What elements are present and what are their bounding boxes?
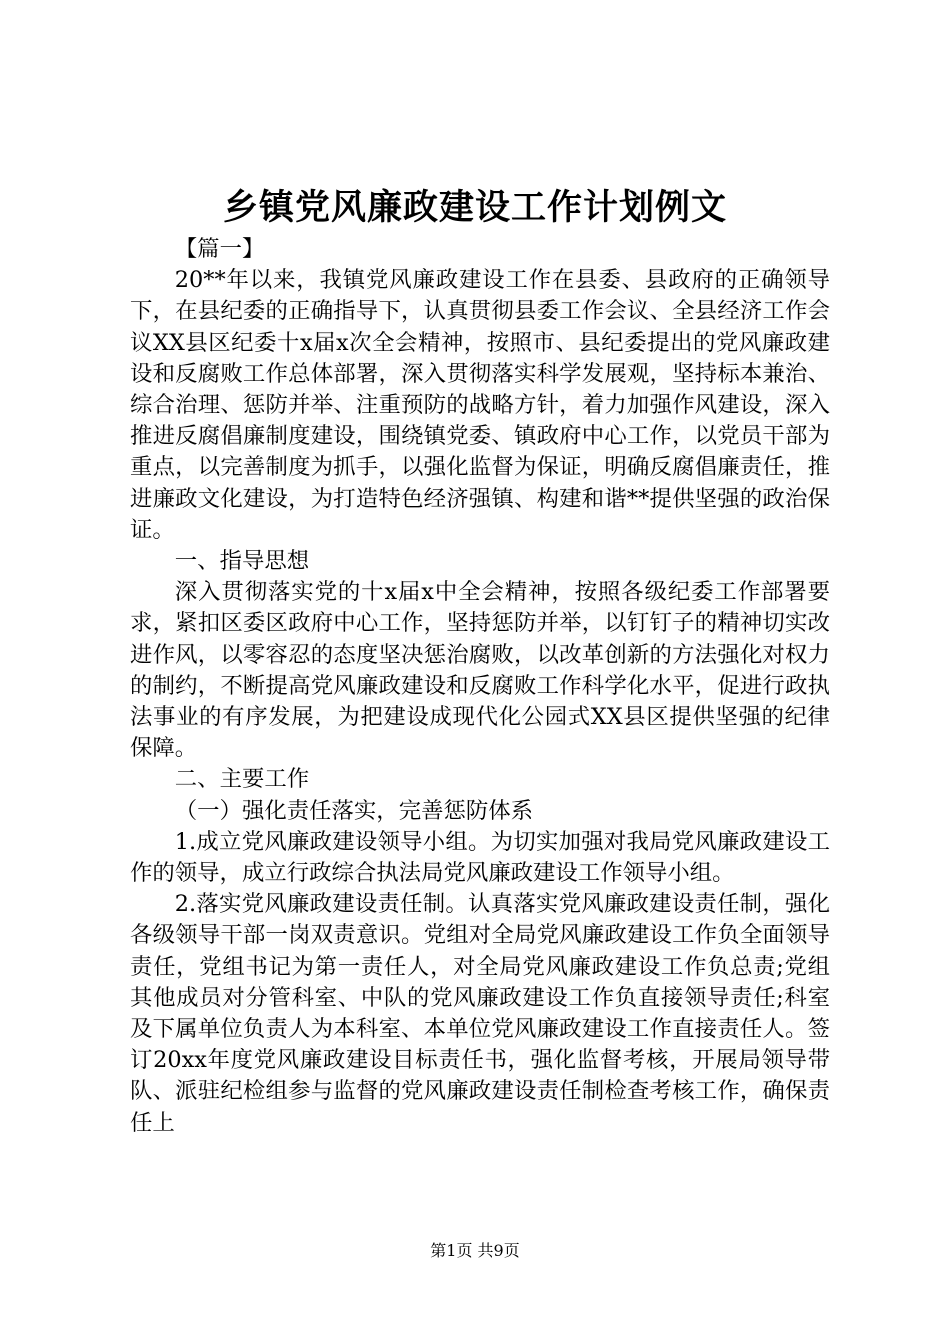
item-responsibility-system: 2.落实党风廉政建设责任制。认真落实党风廉政建设责任制，强化各级领导干部一岗双责意识。党组对全局党风廉政建设工作负全面领导责任，党组书记为第一责任人，对全局党风廉政建设工作负总责;党组其他成员对分管科室、中队的党风廉政建设工作负直接领导责任;科室及下属单位负责人为本科室、本单位党风廉政建设工作直接责任人。签订20xx年度党风廉政建设目标责任书，强化监督考核，开展局领导带队、派驻纪检组参与监督的党风廉政建设责任制检查考核工作，确保责任上 xyxy=(130,891,830,1136)
heading-main-work: 二、主要工作 xyxy=(174,766,310,793)
page-footer: 第1页 共9页 xyxy=(430,1241,520,1260)
heading-guiding-thought: 一、指导思想 xyxy=(174,548,310,575)
document-body xyxy=(130,234,830,1139)
guiding-paragraph: 深入贯彻落实党的十x届x中全会精神，按照各级纪委工作部署要求，紧扣区委区政府中心工作，坚持惩防并举，以钉钉子的精神切实改进作风，以零容忍的态度坚决惩治腐败，以改革创新的方法强化对权力的制约，不断提高党风廉政建设和反腐败工作科学化水平，促进行政执法事业的有序发展，为把建设成现代化公园式XX县区提供坚强的纪律保障。 xyxy=(130,579,830,762)
item-leadership-group: 1.成立党风廉政建设领导小组。为切实加强对我局党风廉政建设工作的领导，成立行政综合执法局党风廉政建设工作领导小组。 xyxy=(130,828,830,887)
section-label: 【篇一】 xyxy=(174,236,265,262)
intro-paragraph: 20**年以来，我镇党风廉政建设工作在县委、县政府的正确领导下，在县纪委的正确指导下，认真贯彻县委工作会议、全县经济工作会议XX县区纪委十x届x次全会精神，按照市、县纪委提出的党风廉政建设和反腐败工作总体部署，深入贯彻落实科学发展观，坚持标本兼治、综合治理、惩防并举、注重预防的战略方针，着力加强作风建设，深入推进反腐倡廉制度建设，围绕镇党委、镇政府中心工作，以党员干部为重点，以完善制度为抓手，以强化监督为保证，明确反腐倡廉责任，推进廉政文化建设，为打造特色经济强镇、构建和谐**提供坚强的政治保证。 xyxy=(130,267,830,543)
subheading-responsibility: （一）强化责任落实，完善惩防体系 xyxy=(174,797,534,824)
document-title: 乡镇党风廉政建设工作计划例文 xyxy=(222,187,727,228)
